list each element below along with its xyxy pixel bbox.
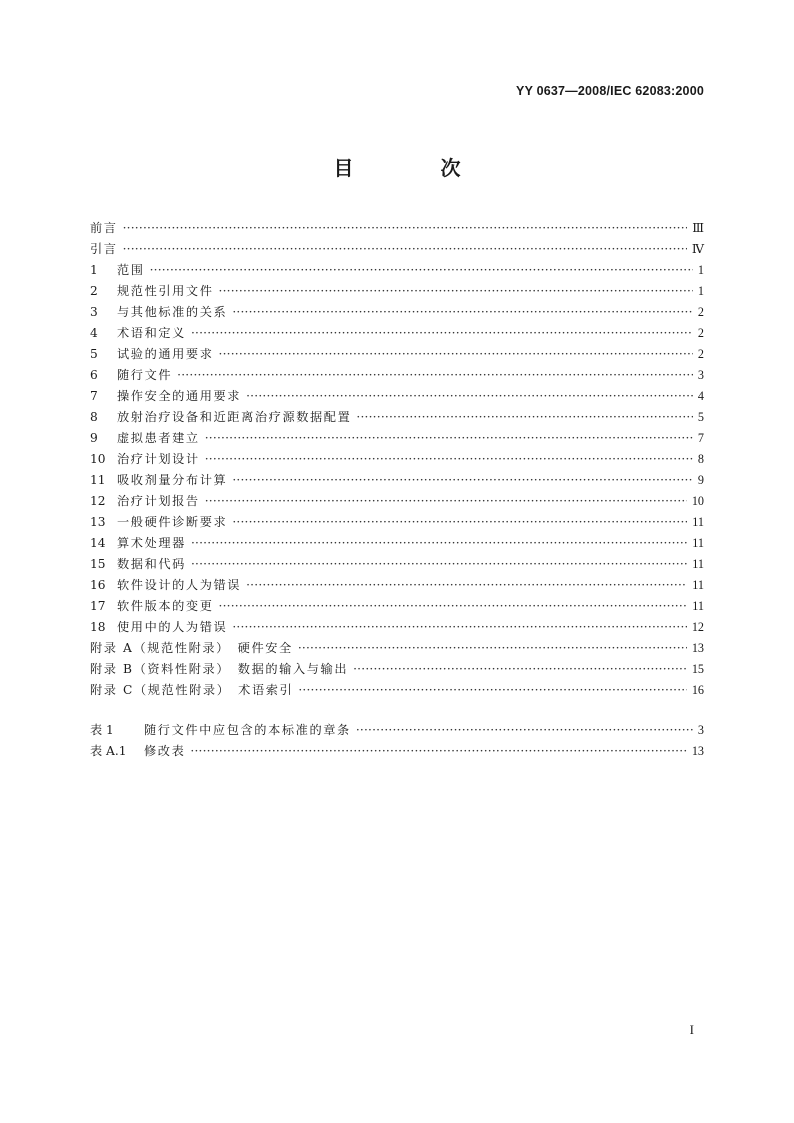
entry-title: 软件设计的人为错误 xyxy=(117,578,242,592)
entry-title: 附录 B（资料性附录） 数据的输入与输出 xyxy=(90,662,349,676)
dot-leader xyxy=(191,554,687,575)
entry-title: 范围 xyxy=(117,263,145,277)
dot-leader xyxy=(232,302,693,323)
dot-leader xyxy=(356,720,693,741)
entry-number: 7 xyxy=(90,389,98,403)
entry-page-number: 10 xyxy=(691,494,704,508)
toc-entry[interactable] xyxy=(90,218,704,239)
entry-page-number: 11 xyxy=(692,536,704,550)
dot-leader xyxy=(219,344,693,365)
entry-page-number: 3 xyxy=(697,723,704,737)
entry-number: 5 xyxy=(90,347,98,361)
toc-entry[interactable] xyxy=(90,575,704,596)
entry-page-number: 4 xyxy=(697,389,704,403)
dot-leader xyxy=(123,218,688,239)
entry-title: 随行文件 xyxy=(117,368,173,382)
entry-page-number: 11 xyxy=(692,515,704,529)
entry-title: 修改表 xyxy=(144,744,186,758)
toc-entry[interactable] xyxy=(90,470,704,491)
table-of-contents xyxy=(90,218,704,701)
entry-number: 1 xyxy=(90,263,98,277)
entry-title: 算术处理器 xyxy=(117,536,186,550)
entry-page-number: Ⅳ xyxy=(691,242,704,256)
toc-entry[interactable] xyxy=(90,407,704,428)
dot-leader xyxy=(246,575,687,596)
entry-number: 12 xyxy=(90,494,106,508)
entry-number: 15 xyxy=(90,557,106,571)
toc-entry[interactable] xyxy=(90,617,704,638)
toc-entry[interactable] xyxy=(90,386,704,407)
entry-page-number: 13 xyxy=(691,744,704,758)
entry-number: 13 xyxy=(90,515,106,529)
entry-title: 软件版本的变更 xyxy=(117,599,214,613)
toc-entry[interactable] xyxy=(90,659,704,680)
entry-title: 附录 C（规范性附录） 术语索引 xyxy=(90,683,294,697)
entry-page-number: 13 xyxy=(691,641,704,655)
table-entry[interactable] xyxy=(90,741,704,762)
entry-title: 使用中的人为错误 xyxy=(117,620,228,634)
entry-title: 试验的通用要求 xyxy=(117,347,214,361)
dot-leader xyxy=(298,638,687,659)
entry-title: 虚拟患者建立 xyxy=(117,431,200,445)
toc-entry[interactable] xyxy=(90,302,704,323)
entry-page-number: 5 xyxy=(697,410,704,424)
entry-page-number: 15 xyxy=(691,662,704,676)
dot-leader xyxy=(353,659,687,680)
dot-leader xyxy=(219,596,688,617)
toc-entry[interactable] xyxy=(90,428,704,449)
entry-number: 2 xyxy=(90,284,98,298)
entry-title: 前言 xyxy=(90,221,118,235)
toc-entry[interactable] xyxy=(90,680,704,701)
dot-leader xyxy=(205,428,693,449)
entry-number: 14 xyxy=(90,536,106,550)
entry-title: 数据和代码 xyxy=(117,557,186,571)
page-number: I xyxy=(689,1022,694,1037)
entry-title: 术语和定义 xyxy=(117,326,186,340)
dot-leader xyxy=(205,449,693,470)
toc-entry[interactable] xyxy=(90,344,704,365)
entry-title: 吸收剂量分布计算 xyxy=(117,473,228,487)
toc-entry[interactable] xyxy=(90,260,704,281)
toc-entry[interactable] xyxy=(90,554,704,575)
entry-number: 9 xyxy=(90,431,98,445)
entry-number: 10 xyxy=(90,452,106,466)
entry-page-number: 16 xyxy=(691,683,704,697)
dot-leader xyxy=(190,741,686,762)
entry-page-number: 3 xyxy=(697,368,704,382)
entry-page-number: 11 xyxy=(692,578,704,592)
toc-entry[interactable] xyxy=(90,491,704,512)
entry-page-number: 7 xyxy=(697,431,704,445)
toc-entry[interactable] xyxy=(90,596,704,617)
entry-number: 17 xyxy=(90,599,106,613)
entry-title: 引言 xyxy=(90,242,118,256)
dot-leader xyxy=(177,365,693,386)
page-title: 目 次 xyxy=(333,156,501,180)
dot-leader xyxy=(232,512,687,533)
entry-page-number: Ⅲ xyxy=(692,221,704,235)
table-entry[interactable] xyxy=(90,720,704,741)
dot-leader xyxy=(246,386,693,407)
entry-page-number: 8 xyxy=(697,452,704,466)
dot-leader xyxy=(219,281,693,302)
list-of-tables xyxy=(90,720,704,762)
entry-page-number: 2 xyxy=(697,347,704,361)
entry-page-number: 11 xyxy=(692,599,704,613)
entry-page-number: 1 xyxy=(697,263,704,277)
entry-page-number: 12 xyxy=(691,620,704,634)
entry-title: 操作安全的通用要求 xyxy=(117,389,242,403)
dot-leader xyxy=(232,617,687,638)
entry-number: 11 xyxy=(90,473,106,487)
dot-leader xyxy=(298,680,686,701)
entry-page-number: 9 xyxy=(697,473,704,487)
entry-title: 附录 A（规范性附录） 硬件安全 xyxy=(90,641,293,655)
entry-title: 一般硬件诊断要求 xyxy=(117,515,228,529)
entry-number: 表 A.1 xyxy=(90,744,127,758)
dot-leader xyxy=(123,239,687,260)
toc-entry[interactable] xyxy=(90,365,704,386)
dot-leader xyxy=(191,323,693,344)
entry-number: 6 xyxy=(90,368,98,382)
toc-entry[interactable] xyxy=(90,533,704,554)
entry-number: 18 xyxy=(90,620,106,634)
entry-title: 治疗计划报告 xyxy=(117,494,200,508)
dot-leader xyxy=(232,470,693,491)
entry-number: 3 xyxy=(90,305,98,319)
entry-number: 4 xyxy=(90,326,98,340)
entry-number: 16 xyxy=(90,578,106,592)
entry-title: 随行文件中应包含的本标准的章条 xyxy=(144,723,351,737)
entry-number: 8 xyxy=(90,410,98,424)
toc-entry[interactable] xyxy=(90,239,704,260)
toc-entry[interactable] xyxy=(90,512,704,533)
entry-page-number: 1 xyxy=(697,284,704,298)
toc-entry[interactable] xyxy=(90,281,704,302)
entry-page-number: 2 xyxy=(697,326,704,340)
toc-entry[interactable] xyxy=(90,449,704,470)
entry-title: 与其他标准的关系 xyxy=(117,305,228,319)
entry-number: 表 1 xyxy=(90,723,114,737)
toc-entry[interactable] xyxy=(90,638,704,659)
dot-leader xyxy=(150,260,693,281)
entry-title: 治疗计划设计 xyxy=(117,452,200,466)
entry-title: 放射治疗设备和近距离治疗源数据配置 xyxy=(117,410,352,424)
entry-page-number: 2 xyxy=(697,305,704,319)
standard-number: YY 0637—2008/IEC 62083:2000 xyxy=(516,84,704,98)
dot-leader xyxy=(191,533,687,554)
dot-leader xyxy=(356,407,693,428)
entry-page-number: 11 xyxy=(692,557,704,571)
dot-leader xyxy=(205,491,687,512)
toc-entry[interactable] xyxy=(90,323,704,344)
entry-title: 规范性引用文件 xyxy=(117,284,214,298)
